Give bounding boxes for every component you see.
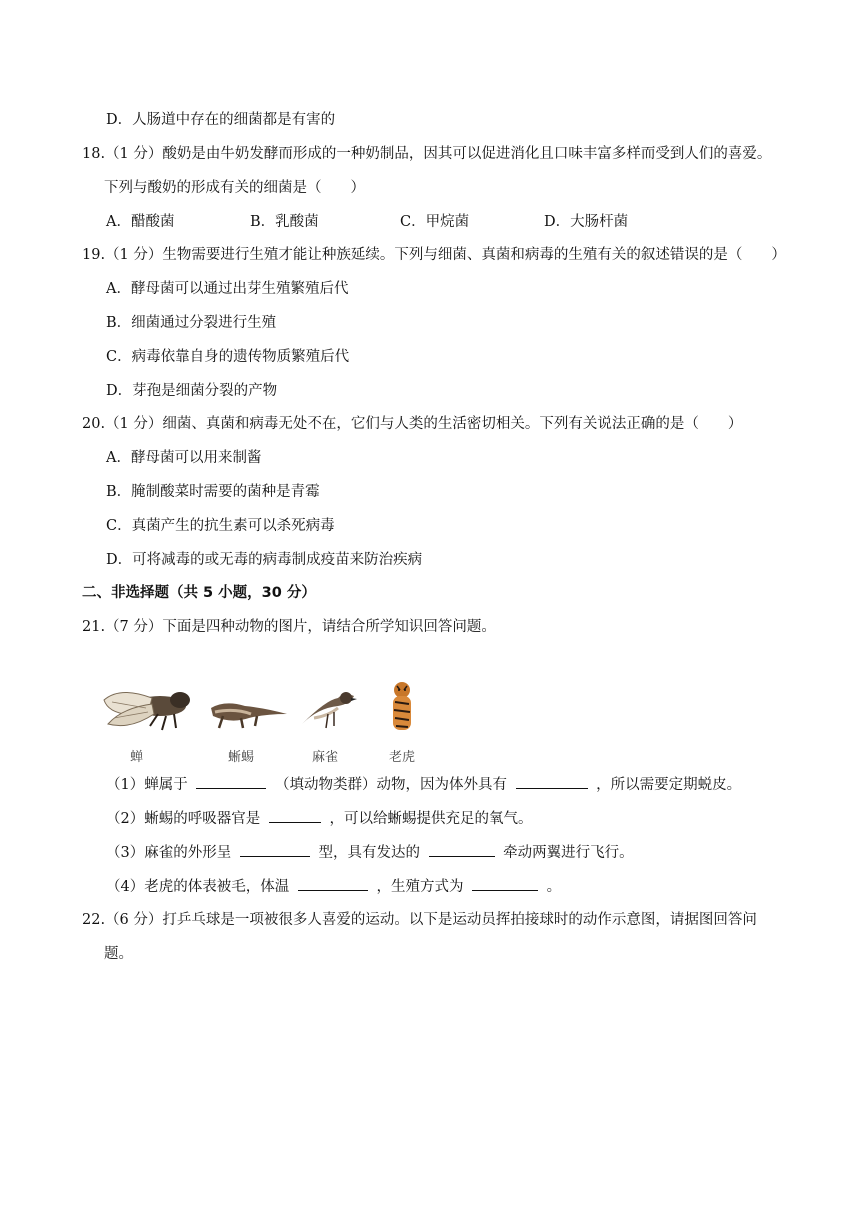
q22-stem-line2: 题。: [104, 946, 133, 962]
q21-sub1-text-a: （1）蝉属于: [106, 777, 188, 793]
q20-option-d: D．可将减毒的或无毒的病毒制成疫苗来防治疾病: [106, 552, 423, 568]
q21-sub3-blank2[interactable]: [429, 842, 495, 857]
q19-stem: 19.（1 分）生物需要进行生殖才能让种族延续。下列与细菌、真菌和病毒的生殖有关的叙述错误的是（ ）: [82, 247, 786, 263]
q21-sub4: [106, 876, 561, 897]
q21-sub2-blank1[interactable]: [269, 808, 321, 823]
q21-sub3-text-c: 牵动两翼进行飞行。: [503, 845, 634, 861]
q20-stem: 20.（1 分）细菌、真菌和病毒无处不在，它们与人类的生活密切相关。下列有关说法正确的是（ ）: [82, 416, 743, 432]
caption-sparrow: 麻雀: [312, 750, 339, 765]
q20-option-a: A．酵母菌可以用来制酱: [106, 450, 262, 466]
q21-sub3: [106, 842, 634, 863]
q19-option-c: C．病毒依靠自身的遗传物质繁殖后代: [106, 349, 350, 365]
q21-sub2-text-b: ，可以给蜥蜴提供充足的氧气。: [329, 811, 533, 827]
q19-option-a: A．酵母菌可以通过出芽生殖繁殖后代: [106, 281, 349, 297]
q17-option-d: D．人肠道中存在的细菌都是有害的: [106, 112, 336, 128]
q18-option-a: A．醋酸菌: [106, 214, 175, 230]
q18-option-b: B．乳酸菌: [250, 214, 319, 230]
q21-sub3-text-b: 型，具有发达的: [318, 845, 420, 861]
caption-lizard: 蜥蜴: [228, 750, 255, 765]
q21-sub1: [106, 774, 741, 795]
lizard-image: [205, 694, 290, 732]
q21-sub4-blank1[interactable]: [298, 876, 368, 891]
q21-sub1-text-b: （填动物类群）动物，因为体外具有: [274, 777, 507, 793]
section-title: 二、非选择题（共 5 小题，30 分）: [82, 585, 316, 601]
q19-option-b: B．细菌通过分裂进行生殖: [106, 315, 277, 331]
q21-sub2: [106, 808, 532, 829]
cicada-image: [100, 678, 200, 740]
q21-sub4-blank2[interactable]: [472, 876, 538, 891]
q19-option-d: D．芽孢是细菌分裂的产物: [106, 383, 278, 399]
q21-sub1-text-c: ，所以需要定期蜕皮。: [596, 777, 742, 793]
caption-tiger: 老虎: [389, 750, 416, 765]
q20-option-c: C．真菌产生的抗生素可以杀死病毒: [106, 518, 335, 534]
tiger-image: [387, 680, 417, 736]
q18-stem-line2: 下列与酸奶的形成有关的细菌是（ ）: [104, 180, 365, 196]
q21-sub3-blank1[interactable]: [240, 842, 310, 857]
q21-sub1-blank2[interactable]: [516, 774, 588, 789]
q18-stem-line1: 18.（1 分）酸奶是由牛奶发酵而形成的一种奶制品，因其可以促进消化且口味丰富多样而受到人们的喜爱。: [82, 146, 772, 162]
q18-option-d: D．大肠杆菌: [544, 214, 629, 230]
q21-sub2-text-a: （2）蜥蜴的呼吸器官是: [106, 811, 261, 827]
q22-stem-line1: 22.（6 分）打乒乓球是一项被很多人喜爱的运动。以下是运动员挥拍接球时的动作示意图，请据图回答问: [82, 912, 757, 928]
q21-sub4-text-c: 。: [546, 879, 562, 895]
caption-cicada: 蝉: [130, 750, 144, 765]
q21-stem: 21.（7 分）下面是四种动物的图片，请结合所学知识回答问题。: [82, 619, 496, 635]
q21-sub1-blank1[interactable]: [196, 774, 266, 789]
q21-sub4-text-b: ，生殖方式为: [376, 879, 464, 895]
q21-sub3-text-a: （3）麻雀的外形呈: [106, 845, 232, 861]
sparrow-image: [298, 686, 358, 734]
q18-option-c: C．甲烷菌: [400, 214, 470, 230]
q20-option-b: B．腌制酸菜时需要的菌种是青霉: [106, 484, 320, 500]
q21-sub4-text-a: （4）老虎的体表被毛，体温: [106, 879, 290, 895]
